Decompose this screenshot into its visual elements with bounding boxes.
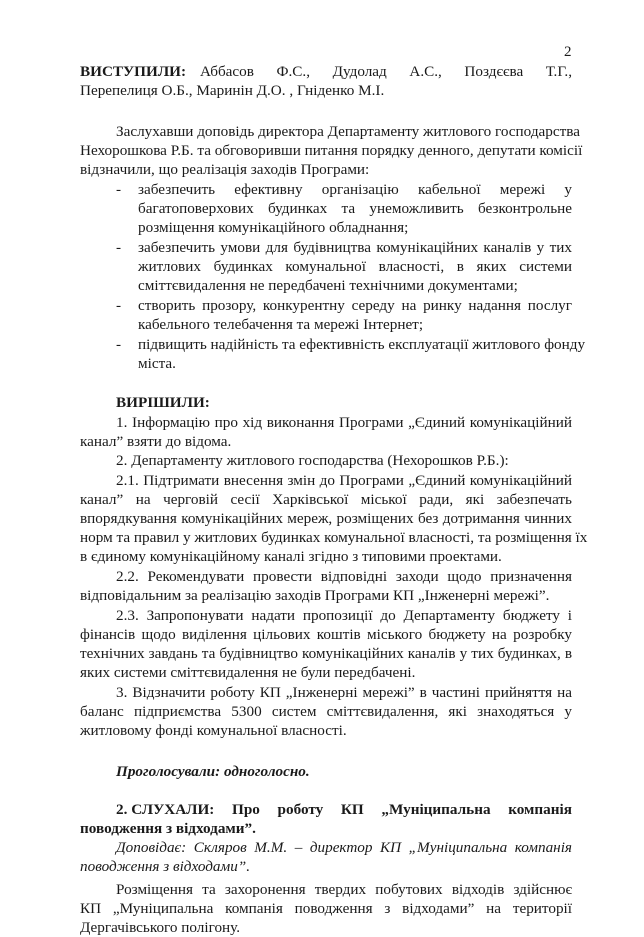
decision-line: 3. Відзначити роботу КП „Інженерні мережі” в частині прийняття на [116, 684, 572, 701]
sluhaly-word: роботу [277, 801, 324, 818]
sluhaly-line-2: поводження з відходами”. [80, 820, 256, 837]
final-line-1: Розміщення та захоронення твердих побутових відходів здійснює [116, 881, 572, 898]
bullet-dash: - [116, 297, 122, 314]
decision-line: в єдиному комунікаційному каналі згідно з типовими проектами. [80, 548, 502, 565]
decision-line: впорядкування комунікаційних мереж, розміщених без дотримання чинних [80, 510, 572, 527]
decision-line: канал” на черговій сесії Харківської міської ради, які забезпечать [80, 491, 572, 508]
final-line-2: КП „Муніципальна компанія поводження з відходами” на території [80, 900, 572, 917]
decision-line: 2.1. Підтримати внесення змін до Програми „Єдиний комунікаційний [116, 472, 572, 489]
decision-line: баланс підприємства 5300 систем сміттєвидалення, які знаходяться у [80, 703, 572, 720]
sluhaly-word: „Муніципальна [381, 801, 491, 818]
sluhaly-word: Про [232, 801, 260, 818]
sluhaly-word: компанія [508, 801, 572, 818]
vystupyly-line-2: Перепелиця О.Б., Маринін Д.О. , Гніденко М.І. [80, 82, 385, 99]
decision-line: норм та правил у житлових будинках комунальної власності, та розміщення їх [80, 529, 588, 546]
sluhaly-line-1 [116, 800, 572, 819]
bullet-dash: - [116, 239, 122, 256]
report-line-2: поводження з відходами”. [80, 858, 251, 875]
bullet-1-line-3: розміщення комунікаційного обладнання; [138, 219, 409, 236]
bullet-1-line-1: забезпечить ефективну організацію кабельної мережі у [138, 181, 572, 198]
decision-line: яких системи сміттєвидалення не були передбачені. [80, 664, 416, 681]
intro-line-3: відзначили, що реалізація заходів Програми: [80, 161, 370, 178]
decision-line: канал” взяти до відома. [80, 433, 232, 450]
bullet-3-line-1: створить прозору, конкурентну середу на ринку надання послуг [138, 297, 572, 314]
bullet-dash: - [116, 336, 122, 353]
sluhaly-word: 2. СЛУХАЛИ: [116, 801, 215, 818]
decision-line: технічних завдань та будівництво комунікаційних каналів у тих будинках, в [80, 645, 572, 662]
bullet-dash: - [116, 181, 122, 198]
intro-line-1: Заслухавши доповідь директора Департаменту житлового господарства [116, 123, 580, 140]
bullet-3-line-2: кабельного телебачення та мережі Інтернет; [138, 316, 424, 333]
bullet-4-line-1: підвищить надійність та ефективність експлуатації житлового фонду [138, 336, 586, 353]
sluhaly-word: КП [340, 801, 364, 818]
vystupyly-speakers: Аббасов Ф.С., Дудолад А.С., Поздєєва Т.Г., [200, 63, 572, 80]
vystupyly-label: ВИСТУПИЛИ: [80, 63, 187, 80]
page-number: 2 [564, 44, 572, 60]
bullet-1-line-2: багатоповерхових будинках та унеможливить безконтрольне [138, 200, 572, 217]
bullet-4-line-2: міста. [138, 355, 176, 372]
decision-line: житловому фонді комунальної власності. [80, 722, 347, 739]
bullet-2-line-1: забезпечить умови для будівництва комунікаційних каналів у тих [138, 239, 572, 256]
bullet-2-line-2: житлових будинках комунальної власності, в яких системи [138, 258, 572, 275]
vystupyly-line-1 [80, 62, 572, 81]
vote-result: Проголосували: одноголосно. [116, 763, 310, 780]
decision-line: відповідальним за реалізацію заходів Програми КП „Інженерні мережі”. [80, 587, 550, 604]
decision-line: 2. Департаменту житлового господарства (Нехорошков Р.Б.): [116, 452, 509, 469]
intro-line-2: Нехорошкова Р.Б. та обговоривши питання порядку денного, депутати комісії [80, 142, 583, 159]
vyrishyly-label: ВИРІШИЛИ: [116, 394, 210, 411]
decision-line: 2.2. Рекомендувати провести відповідні заходи щодо призначення [116, 568, 572, 585]
bullet-2-line-3: сміттєвидалення не передбачені технічними документами; [138, 277, 518, 294]
decision-line: фінансів щодо виділення цільових коштів міського бюджету на розробку [80, 626, 572, 643]
final-line-3: Дергачівського полігону. [80, 919, 241, 936]
report-line-1: Доповідає: Скляров М.М. – директор КП „Муніципальна компанія [116, 839, 572, 856]
decision-line: 1. Інформацію про хід виконання Програми „Єдиний комунікаційний [116, 414, 572, 431]
decision-line: 2.3. Запропонувати надати пропозиції до Департаменту бюджету і [116, 607, 572, 624]
